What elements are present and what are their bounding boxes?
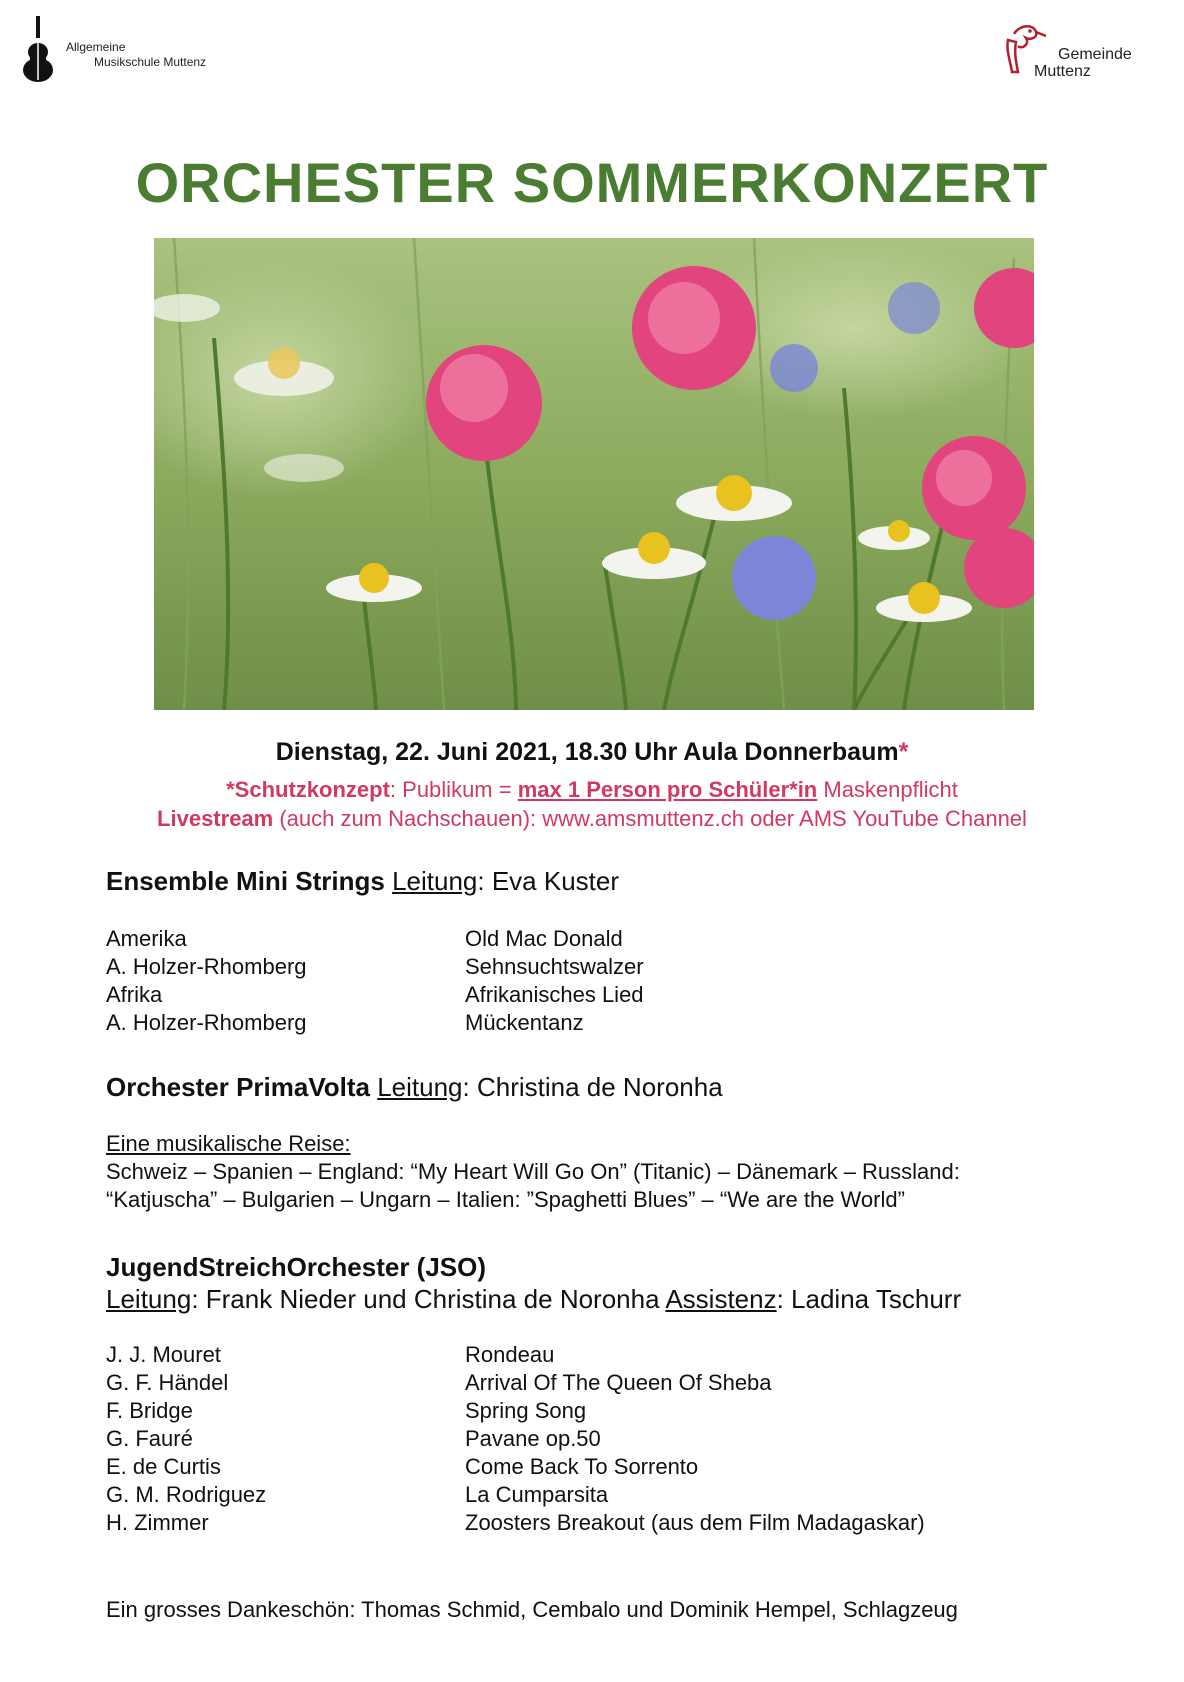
event-datetime-location (0, 738, 1184, 767)
mini-strings-lead-label: Leitung (392, 866, 478, 896)
composer: F. Bridge (106, 1398, 193, 1423)
event-datetime-text: Dienstag, 22. Juni 2021, 18.30 Uhr Aula Donnerbaum (275, 738, 899, 766)
composer: A. Holzer-Rhomberg (106, 1010, 307, 1035)
school-line-1: Allgemeine (66, 40, 126, 54)
jso-assist-label: Assistenz (665, 1284, 777, 1314)
school-line-2: Musikschule Muttenz (94, 55, 207, 69)
piece-title: Rondeau (465, 1342, 555, 1367)
jso-lead-name: : Frank Nieder und Christina de Noronha (191, 1284, 666, 1314)
piece-title: Old Mac Donald (465, 926, 623, 951)
piece-title: Afrikanisches Lied (465, 982, 644, 1007)
livestream-text: (auch zum Nachschauen): www.amsmuttenz.ch oder AMS YouTube Channel (273, 806, 1027, 831)
piece-title: Come Back To Sorrento (465, 1454, 699, 1479)
jso-lead-label: Leitung (106, 1284, 192, 1314)
composer: J. J. Mouret (106, 1342, 221, 1367)
composer: Amerika (106, 926, 187, 951)
jso-name: JugendStreichOrchester (JSO) (106, 1252, 486, 1282)
composer: E. de Curtis (106, 1454, 221, 1479)
mini-strings-name: Ensemble Mini Strings (106, 866, 385, 896)
primavolta-program (106, 1130, 1106, 1214)
piece-title: Spring Song (465, 1398, 587, 1423)
page-title: ORCHESTER SOMMERKONZERT (135, 151, 1049, 214)
journey-line-2: “Katjuscha” – Bulgarien – Ungarn – Italien: ”Spaghetti Blues” – “We are the World” (106, 1187, 905, 1212)
jso-assist-name: : Ladina Tschurr (776, 1284, 962, 1314)
livestream-label: Livestream (157, 806, 274, 831)
music-school-name (66, 40, 206, 70)
piece-title: La Cumparsita (465, 1482, 609, 1507)
municipality-line-1: Gemeinde (1058, 46, 1132, 63)
journey-line-1: Schweiz – Spanien – England: “My Heart Will Go On” (Titanic) – Dänemark – Russland: (106, 1159, 960, 1184)
composer: A. Holzer-Rhomberg (106, 954, 307, 979)
journey-title: Eine musikalische Reise: (106, 1131, 351, 1156)
jso-leadership (106, 1284, 961, 1315)
thanks-note: Ein grosses Dankeschön: Thomas Schmid, Cembalo und Dominik Hempel, Schlagzeug (106, 1597, 958, 1622)
mini-strings-heading (106, 866, 619, 897)
mini-strings-lead-name: : Eva Kuster (477, 866, 619, 896)
composer: G. Fauré (106, 1426, 193, 1451)
livestream-info (0, 806, 1184, 832)
municipality-name (1034, 46, 1132, 80)
protection-label: *Schutzkonzept (226, 777, 390, 802)
primavolta-name: Orchester PrimaVolta (106, 1072, 370, 1102)
protection-audience: : Publikum = (389, 777, 518, 802)
jso-heading (106, 1252, 486, 1283)
piece-title: Mückentanz (465, 1010, 584, 1035)
composer: H. Zimmer (106, 1510, 209, 1535)
violin-logo-icon (18, 16, 58, 82)
primavolta-lead-label: Leitung (377, 1072, 463, 1102)
municipality-logo (1000, 20, 1150, 90)
wildflower-image (154, 238, 1034, 710)
piece-title: Zoosters Breakout (aus dem Film Madagaskar) (465, 1510, 925, 1535)
primavolta-lead-name: : Christina de Noronha (462, 1072, 723, 1102)
event-footnote-star: * (898, 738, 909, 766)
piece-title: Sehnsuchtswalzer (465, 954, 644, 979)
protection-mask: Maskenpflicht (817, 777, 958, 802)
primavolta-heading (106, 1072, 723, 1103)
composer: G. F. Händel (106, 1370, 229, 1395)
piece-title: Pavane op.50 (465, 1426, 601, 1451)
protection-concept (0, 777, 1184, 803)
piece-title: Arrival Of The Queen Of Sheba (465, 1370, 772, 1395)
municipality-line-2: Muttenz (1034, 63, 1091, 80)
wildflower-photo (154, 238, 1034, 710)
composer: Afrika (106, 982, 163, 1007)
protection-limit: max 1 Person pro Schüler*in (517, 777, 818, 802)
music-school-logo (18, 16, 206, 82)
composer: G. M. Rodriguez (106, 1482, 267, 1507)
